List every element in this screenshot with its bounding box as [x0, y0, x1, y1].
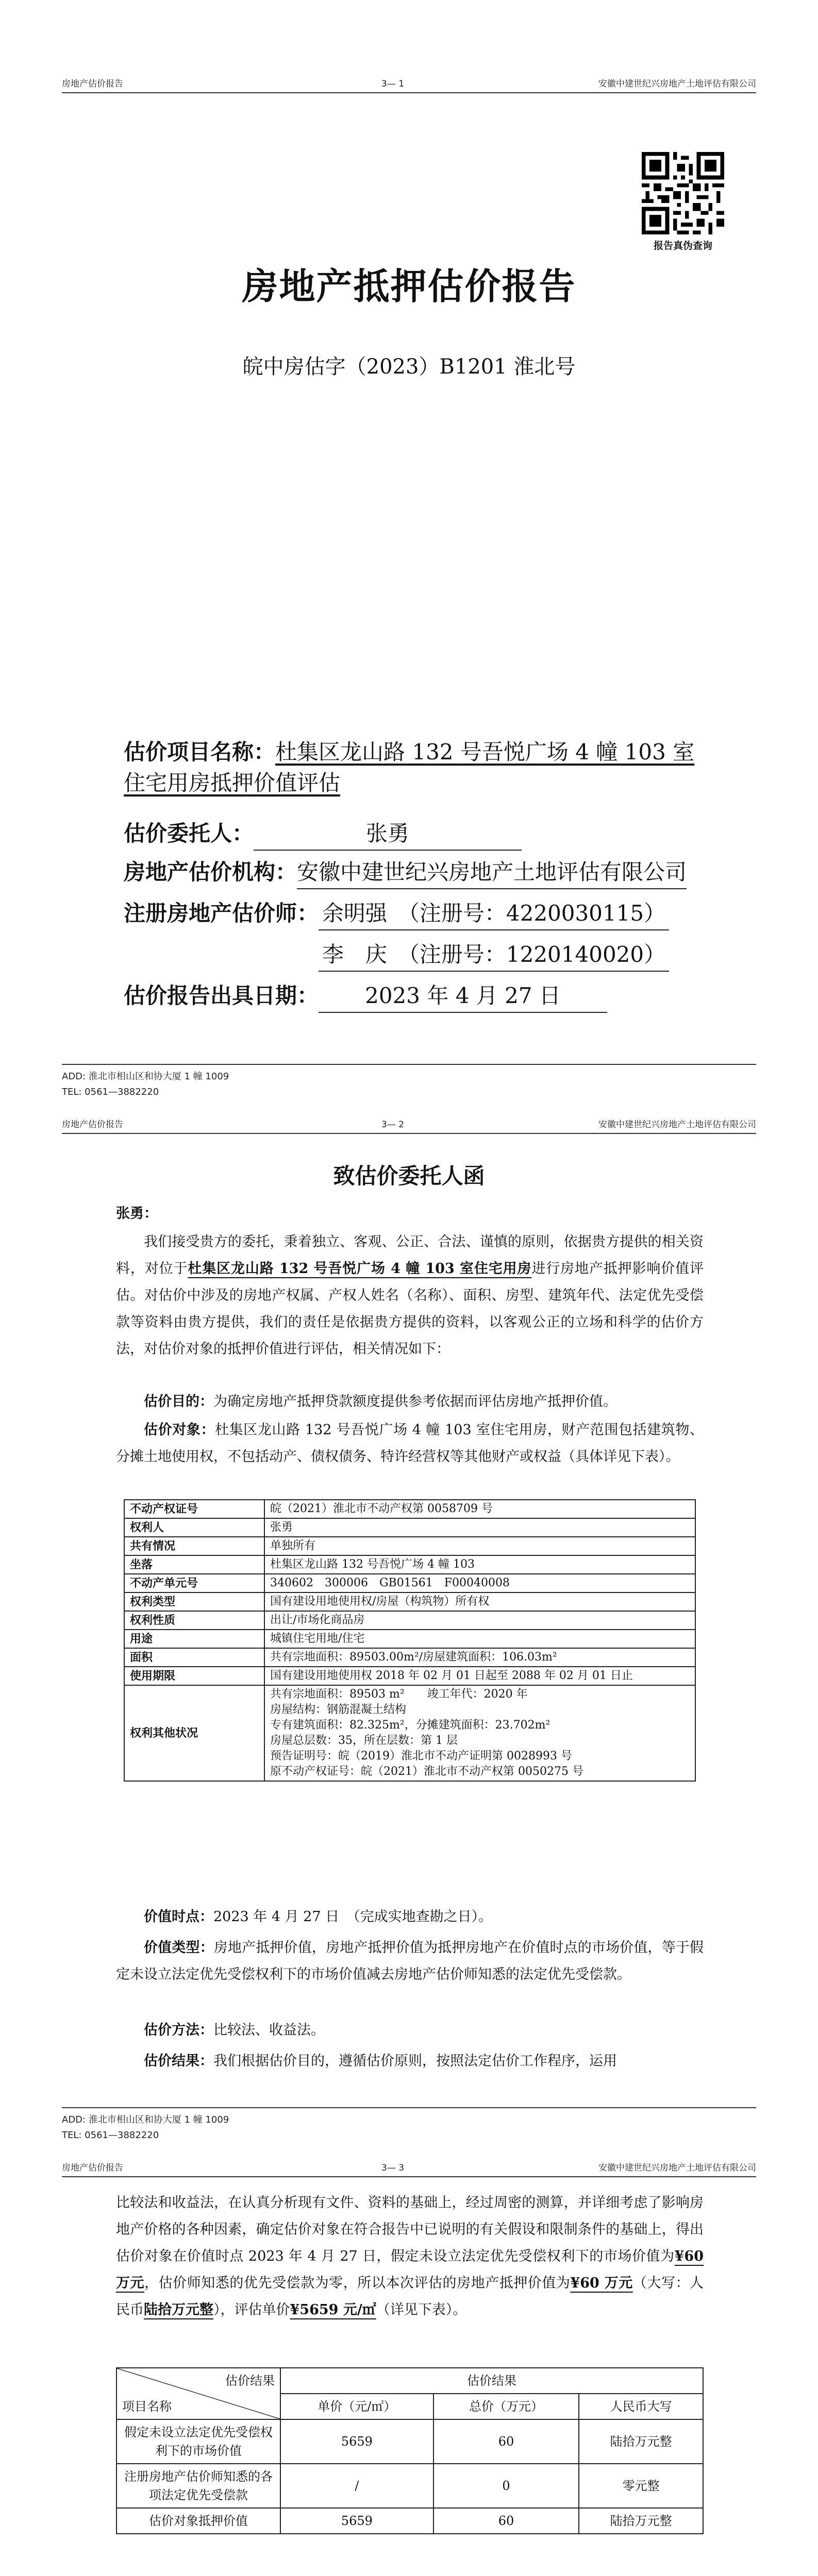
result-cn: 零元整 — [579, 2464, 703, 2508]
letter-title: 致估价委托人函 — [333, 1163, 485, 1189]
page-header — [62, 2164, 756, 2177]
result-name: 注册房地产估价师知悉的各项法定优先受偿款 — [116, 2464, 280, 2508]
corner-top: 估价结果 — [225, 2374, 275, 2388]
method-paragraph: 估价方法：比较法、收益法。 — [144, 2022, 325, 2038]
client-row — [124, 817, 522, 851]
col-unit: 单价（元/㎡） — [280, 2394, 433, 2419]
project-name-row — [124, 737, 701, 799]
result-paragraph-start: 估价结果：我们根据估价目的，遵循估价原则，按照法定估价工作程序，运用 — [144, 2053, 617, 2069]
header-left: 房地产估价报告 — [62, 2163, 123, 2173]
table-row — [124, 1630, 695, 1648]
result-total: 0 — [433, 2464, 579, 2508]
page-header — [62, 1121, 756, 1134]
header-left: 房地产估价报告 — [62, 1120, 123, 1130]
other-status-line: 原不动产权证号：皖（2021）淮北市不动产权第 0050275 号 — [270, 1765, 583, 1778]
col-cn: 人民币大写 — [579, 2394, 703, 2419]
agency-row — [124, 855, 687, 889]
mortgage-value: ¥60 万元 — [570, 2275, 633, 2291]
header-left: 房地产估价报告 — [62, 79, 123, 89]
table-value: 杜集区龙山路 132 号吾悦广场 4 幢 103 — [264, 1555, 695, 1574]
agency-value: 安徽中建世纪兴房地产土地评估有限公司 — [297, 855, 687, 889]
value-time-paragraph: 价值时点：2023 年 4 月 27 日 （完成实地查勘之日）。 — [144, 1909, 493, 1925]
other-status-line: 房屋总层数：35，所在层数：第 1 层 — [270, 1734, 458, 1747]
page-footer — [62, 2107, 756, 2143]
cover-page — [0, 0, 818, 1097]
client-label: 估价委托人： — [124, 821, 254, 846]
client-value: 张勇 — [254, 817, 522, 851]
table-row — [124, 1648, 695, 1667]
table-key: 不动产权证号 — [124, 1500, 264, 1518]
footer-address: ADD: 淮北市相山区和协大厦 1 幢 1009 — [62, 1071, 229, 1082]
appraiser-row-2 — [319, 938, 669, 972]
header-right: 安徽中建世纪兴房地产土地评估有限公司 — [598, 79, 756, 89]
qr-code-icon[interactable] — [642, 152, 724, 234]
table-row — [124, 1611, 695, 1630]
table-row — [116, 2464, 703, 2508]
header-right: 安徽中建世纪兴房地产土地评估有限公司 — [598, 2163, 756, 2173]
table-key: 权利人 — [124, 1518, 264, 1537]
table-value: 城镇住宅用地/住宅 — [264, 1630, 695, 1648]
result-name: 估价对象抵押价值 — [116, 2508, 280, 2534]
appraiser-row — [124, 896, 669, 930]
footer-tel: TEL: 0561—3882220 — [62, 2130, 159, 2141]
property-address: 杜集区龙山路 132 号吾悦广场 4 幢 103 室住宅用房 — [188, 1261, 532, 1277]
project-label: 估价项目名称： — [124, 739, 276, 765]
other-status-line: 专有建筑面积：82.325m²，分摊建筑面积：23.702m² — [270, 1719, 550, 1732]
page-header — [62, 80, 756, 93]
table-row — [116, 2419, 703, 2464]
result-name: 假定未设立法定优先受偿权利下的市场价值 — [116, 2419, 280, 2464]
table-row — [124, 1555, 695, 1574]
other-status-line: 预告证明号：皖（2019）淮北市不动产证明第 0028993 号 — [270, 1750, 572, 1762]
property-table — [124, 1499, 696, 1782]
report-number: 皖中房估字（2023）B1201 淮北号 — [242, 355, 576, 379]
result-unit: 5659 — [280, 2508, 433, 2534]
table-key: 不动产单元号 — [124, 1574, 264, 1592]
result-unit: / — [280, 2464, 433, 2508]
appraiser-1: 余明强 （注册号：4220030115） — [319, 896, 669, 930]
appraiser-label: 注册房地产估价师： — [124, 901, 319, 926]
market-value: ¥60 万元 — [116, 2248, 704, 2291]
corner-cell — [116, 2368, 280, 2419]
page-footer — [62, 1064, 756, 1100]
footer-tel: TEL: 0561—3882220 — [62, 1087, 159, 1097]
table-row — [124, 1667, 695, 1685]
object-paragraph: 估价对象：杜集区龙山路 132 号吾悦广场 4 幢 103 室住宅用房，财产范围包括建筑物、分摊土地使用权，不包括动产、债权债务、特许经营权等其他财产或权益（具体详见下表）。 — [116, 1422, 704, 1465]
group-header: 估价结果 — [280, 2368, 703, 2394]
table-row — [116, 2508, 703, 2534]
agency-label: 房地产估价机构： — [124, 859, 297, 885]
appraiser-2: 李 庆 （注册号：1220140020） — [319, 938, 669, 972]
result-cn: 陆拾万元整 — [579, 2419, 703, 2464]
date-label: 估价报告出具日期： — [124, 983, 319, 1008]
table-row — [124, 1537, 695, 1555]
corner-bottom: 项目名称 — [122, 2399, 172, 2414]
result-table — [116, 2367, 704, 2534]
header-right: 安徽中建世纪兴房地产土地评估有限公司 — [598, 1120, 756, 1130]
table-row — [124, 1518, 695, 1537]
table-row — [124, 1574, 695, 1592]
result-total: 60 — [433, 2419, 579, 2464]
letter-intro: 我们接受贵方的委托，秉着独立、客观、公正、合法、谨慎的原则，依据贵方提供的相关资料，对位于杜集区龙山路 132 号吾悦广场 4 幢 103 室住宅用房进行房地产抵押影响价值评估。对估价中涉及的房地产权属、产权人姓名（名称）、面积、房型、建筑年代、法定优先受偿款等资料由贵方提供，我们的责任是依据贵方提供的资料，以客观公正的立场和科学的估价方法，对估价对象的抵押价值进行评估，相关情况如下： — [116, 1234, 704, 1357]
table-row — [124, 1592, 695, 1611]
header-page-number: 3— 1 — [381, 79, 405, 89]
table-key: 权利其他状况 — [124, 1685, 264, 1781]
table-key: 用途 — [124, 1630, 264, 1648]
result-unit: 5659 — [280, 2419, 433, 2464]
date-row — [124, 979, 607, 1013]
value-in-words: 陆拾万元整 — [144, 2302, 213, 2318]
table-value: 皖（2021）淮北市不动产权第 0058709 号 — [264, 1500, 695, 1518]
table-value: 340602 300006 GB01561 F00040008 — [264, 1574, 695, 1592]
table-key: 权利类型 — [124, 1592, 264, 1611]
table-row — [124, 1685, 695, 1781]
table-value: 张勇 — [264, 1518, 695, 1537]
salutation: 张勇： — [116, 1206, 158, 1222]
table-value: 出让/市场化商品房 — [264, 1611, 695, 1630]
result-total: 60 — [433, 2508, 579, 2534]
col-total: 总价（万元） — [433, 2394, 579, 2419]
table-key: 坐落 — [124, 1555, 264, 1574]
table-key: 权利性质 — [124, 1611, 264, 1630]
project-value: 杜集区龙山路 132 号吾悦广场 4 幢 103 室住宅用房抵押价值评估 — [124, 739, 695, 795]
report-title: 房地产抵押估价报告 — [242, 265, 576, 308]
other-status-line: 共有宗地面积：89503 m² 竣工年代：2020 年 — [270, 1688, 528, 1701]
table-value: 国有建设用地使用权 2018 年 02 月 01 日起至 2088 年 02 月 01 日止 — [264, 1667, 695, 1685]
result-page — [0, 2161, 818, 2576]
table-value: 共有宗地面积：89503.00m²/房屋建筑面积：106.03m² — [264, 1648, 695, 1667]
table-value: 国有建设用地使用权/房屋（构筑物）所有权 — [264, 1592, 695, 1611]
table-key: 使用期限 — [124, 1667, 264, 1685]
table-row — [124, 1500, 695, 1518]
value-type-paragraph: 价值类型：房地产抵押价值，房地产抵押价值为抵押房地产在价值时点的市场价值，等于假定未设立法定优先受偿权利下的市场价值减去房地产估价师知悉的法定优先受偿款。 — [116, 1940, 704, 1982]
header-page-number: 3— 2 — [381, 1120, 405, 1130]
header-page-number: 3— 3 — [381, 2163, 405, 2173]
table-key: 面积 — [124, 1648, 264, 1667]
footer-address: ADD: 淮北市相山区和协大厦 1 幢 1009 — [62, 2114, 229, 2125]
table-value: 单独所有 — [264, 1537, 695, 1555]
letter-page — [0, 1110, 818, 2148]
table-key: 共有情况 — [124, 1537, 264, 1555]
other-status-line: 房屋结构：钢筋混凝土结构 — [270, 1703, 407, 1716]
unit-price: ¥5659 元/㎡ — [290, 2302, 376, 2318]
table-value — [264, 1685, 695, 1781]
result-cn: 陆拾万元整 — [579, 2508, 703, 2534]
purpose-paragraph: 估价目的：为确定房地产抵押贷款额度提供参考依据而评估房地产抵押价值。 — [144, 1394, 617, 1410]
result-paragraph: 比较法和收益法，在认真分析现有文件、资料的基础上，经过周密的测算，并详细考虑了影响房地产价格的各种因素，确定估价对象在符合报告中已说明的有关假设和限制条件的基础上，得出估价对象在价值时点 2023 年 4 月 27 日，假定未设立法定优先受偿权利下的市场价值为¥60 万元，估价师知悉的优先受偿款为零，所以本次评估的房地产抵押价值为¥60 万元（大写：人民币陆拾万元整），评估单价¥5659 元/㎡（详见下表）。 — [116, 2195, 704, 2318]
date-value: 2023 年 4 月 27 日 — [319, 979, 607, 1013]
qr-label: 报告真伪查询 — [653, 240, 712, 251]
